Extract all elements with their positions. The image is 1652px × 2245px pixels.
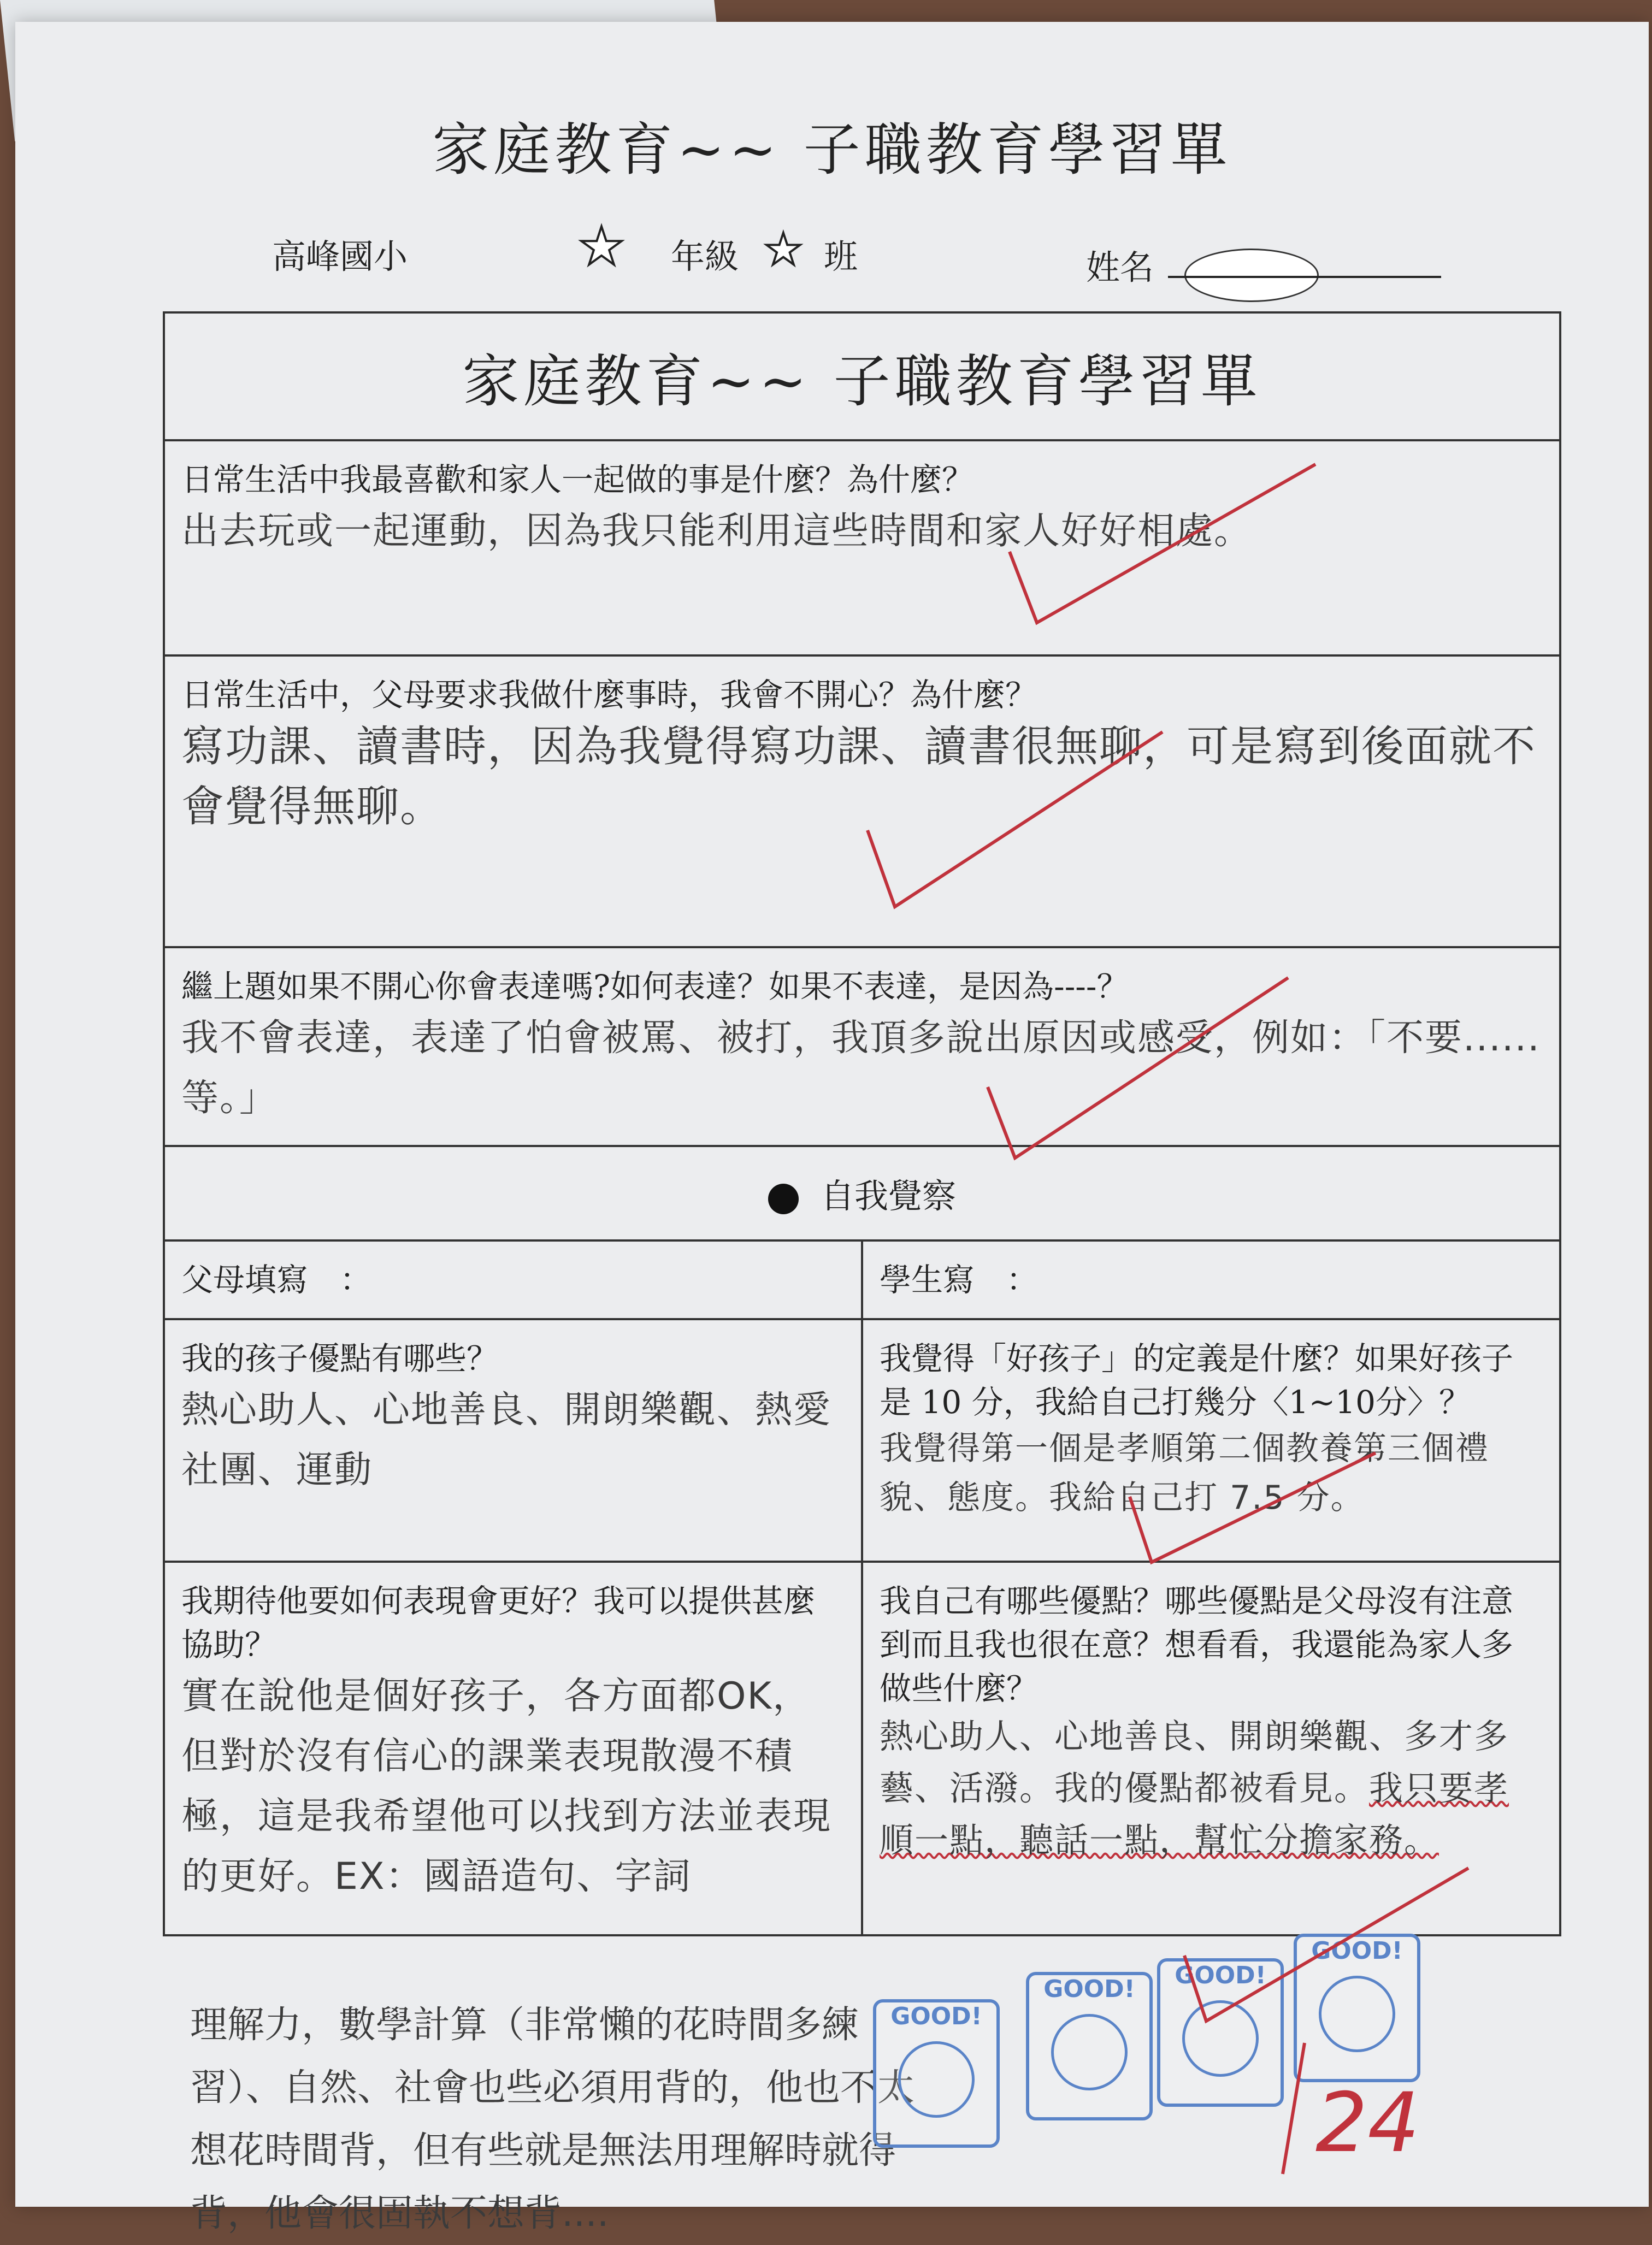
worksheet-paper [15,22,1649,2235]
student-answer-2-underlined: 我只要孝順一點，聽話一點，幫忙分擔家務。 [880,1768,1509,1860]
question-3: 繼上題如果不開心你會表達嗎?如何表達？如果不表達，是因為----？ [181,968,1129,1005]
parent-header: 父母填寫 ： [164,1240,862,1319]
parent-answer-continuation: 理解力，數學計算（非常懶的花時間多練習）、自然、社會也些必須用背的，他也不太想花時間背，但有些就是無法用理解時就得背，他會很固執不想背.... [190,2004,915,2235]
good-stamp-4: GOOD! [1294,1934,1420,2082]
grade-label: 年級 [671,237,739,276]
student-question-1: 我覺得「好孩子」的定義是什麼？如果好孩子是 10 分，我給自己打幾分〈1~10分〉？ [880,1340,1514,1421]
good-stamp-3: GOOD! [1157,1958,1284,2107]
good-stamp-2: GOOD! [1026,1972,1153,2120]
check-mark-icon [988,978,1288,1158]
class-star-icon: ★ [764,224,803,275]
page-title: 家庭教育~~ 子職教育學習單 [432,116,1232,183]
parent-answer-2: 實在說他是個好孩子，各方面都OK，但對於沒有信心的課業表現散漫不積極，這是我希望他可以找到方法並表現的更好。EX：國語造句、字詞 [181,1675,832,1898]
name-label: 姓名 [1086,247,1154,287]
grade-star-icon: ★ [578,216,626,277]
section-title: 自我覺察 [820,1176,956,1216]
red-check-marks [15,22,1649,2207]
student-answer-2-text: 熱心助人、心地善良、開朗樂觀、多才多藝、活潑。我的優點都被看見。 [880,1716,1509,1808]
student-answer-1: 我覺得第一個是孝順第二個教養第三個禮貌、態度。我給自己打 7.5 分。 [880,1429,1489,1517]
check-mark-icon [868,732,1163,907]
class-label: 班 [824,237,858,276]
good-stamp-1: GOOD! [873,1999,1000,2148]
table-title: 家庭教育~~ 子職教育學習單 [164,312,1560,440]
grade-mark: 24 [1315,2076,1420,2171]
question-1: 日常生活中我最喜歡和家人一起做的事是什麼？為什麼？ [181,461,974,498]
student-header: 學生寫 ： [862,1240,1560,1319]
parent-answer-1: 熱心助人、心地善良、開朗樂觀、熱愛社團、運動 [181,1389,832,1492]
check-mark-icon [1010,464,1315,623]
slash-mark [1283,2043,1305,2174]
parent-question-2: 我期待他要如何表現會更好？我可以提供甚麼協助？ [181,1582,816,1663]
school-name: 高峰國小 [272,237,408,276]
check-mark-icon [1130,1453,1376,1562]
answer-2: 寫功課、讀書時，因為我覺得寫功課、讀書很無聊，可是寫到後面就不會覺得無聊。 [181,722,1537,831]
question-2: 日常生活中，父母要求我做什麼事時，我會不開心？為什麼？ [181,676,1037,713]
answer-1: 出去玩或一起運動，因為我只能利用這些時間和家人好好相處。 [181,510,1253,553]
check-mark-icon [1184,1868,1468,2021]
answer-3: 我不會表達，表達了怕會被罵、被打，我頂多說出原因或感受，例如：「不要......等。」 [181,1017,1541,1120]
parent-question-1: 我的孩子優點有哪些？ [181,1340,499,1377]
student-question-2: 我自己有哪些優點？哪些優點是父母沒有注意到而且我也很在意？想看看，我還能為家人多做些什麼？ [880,1582,1514,1707]
